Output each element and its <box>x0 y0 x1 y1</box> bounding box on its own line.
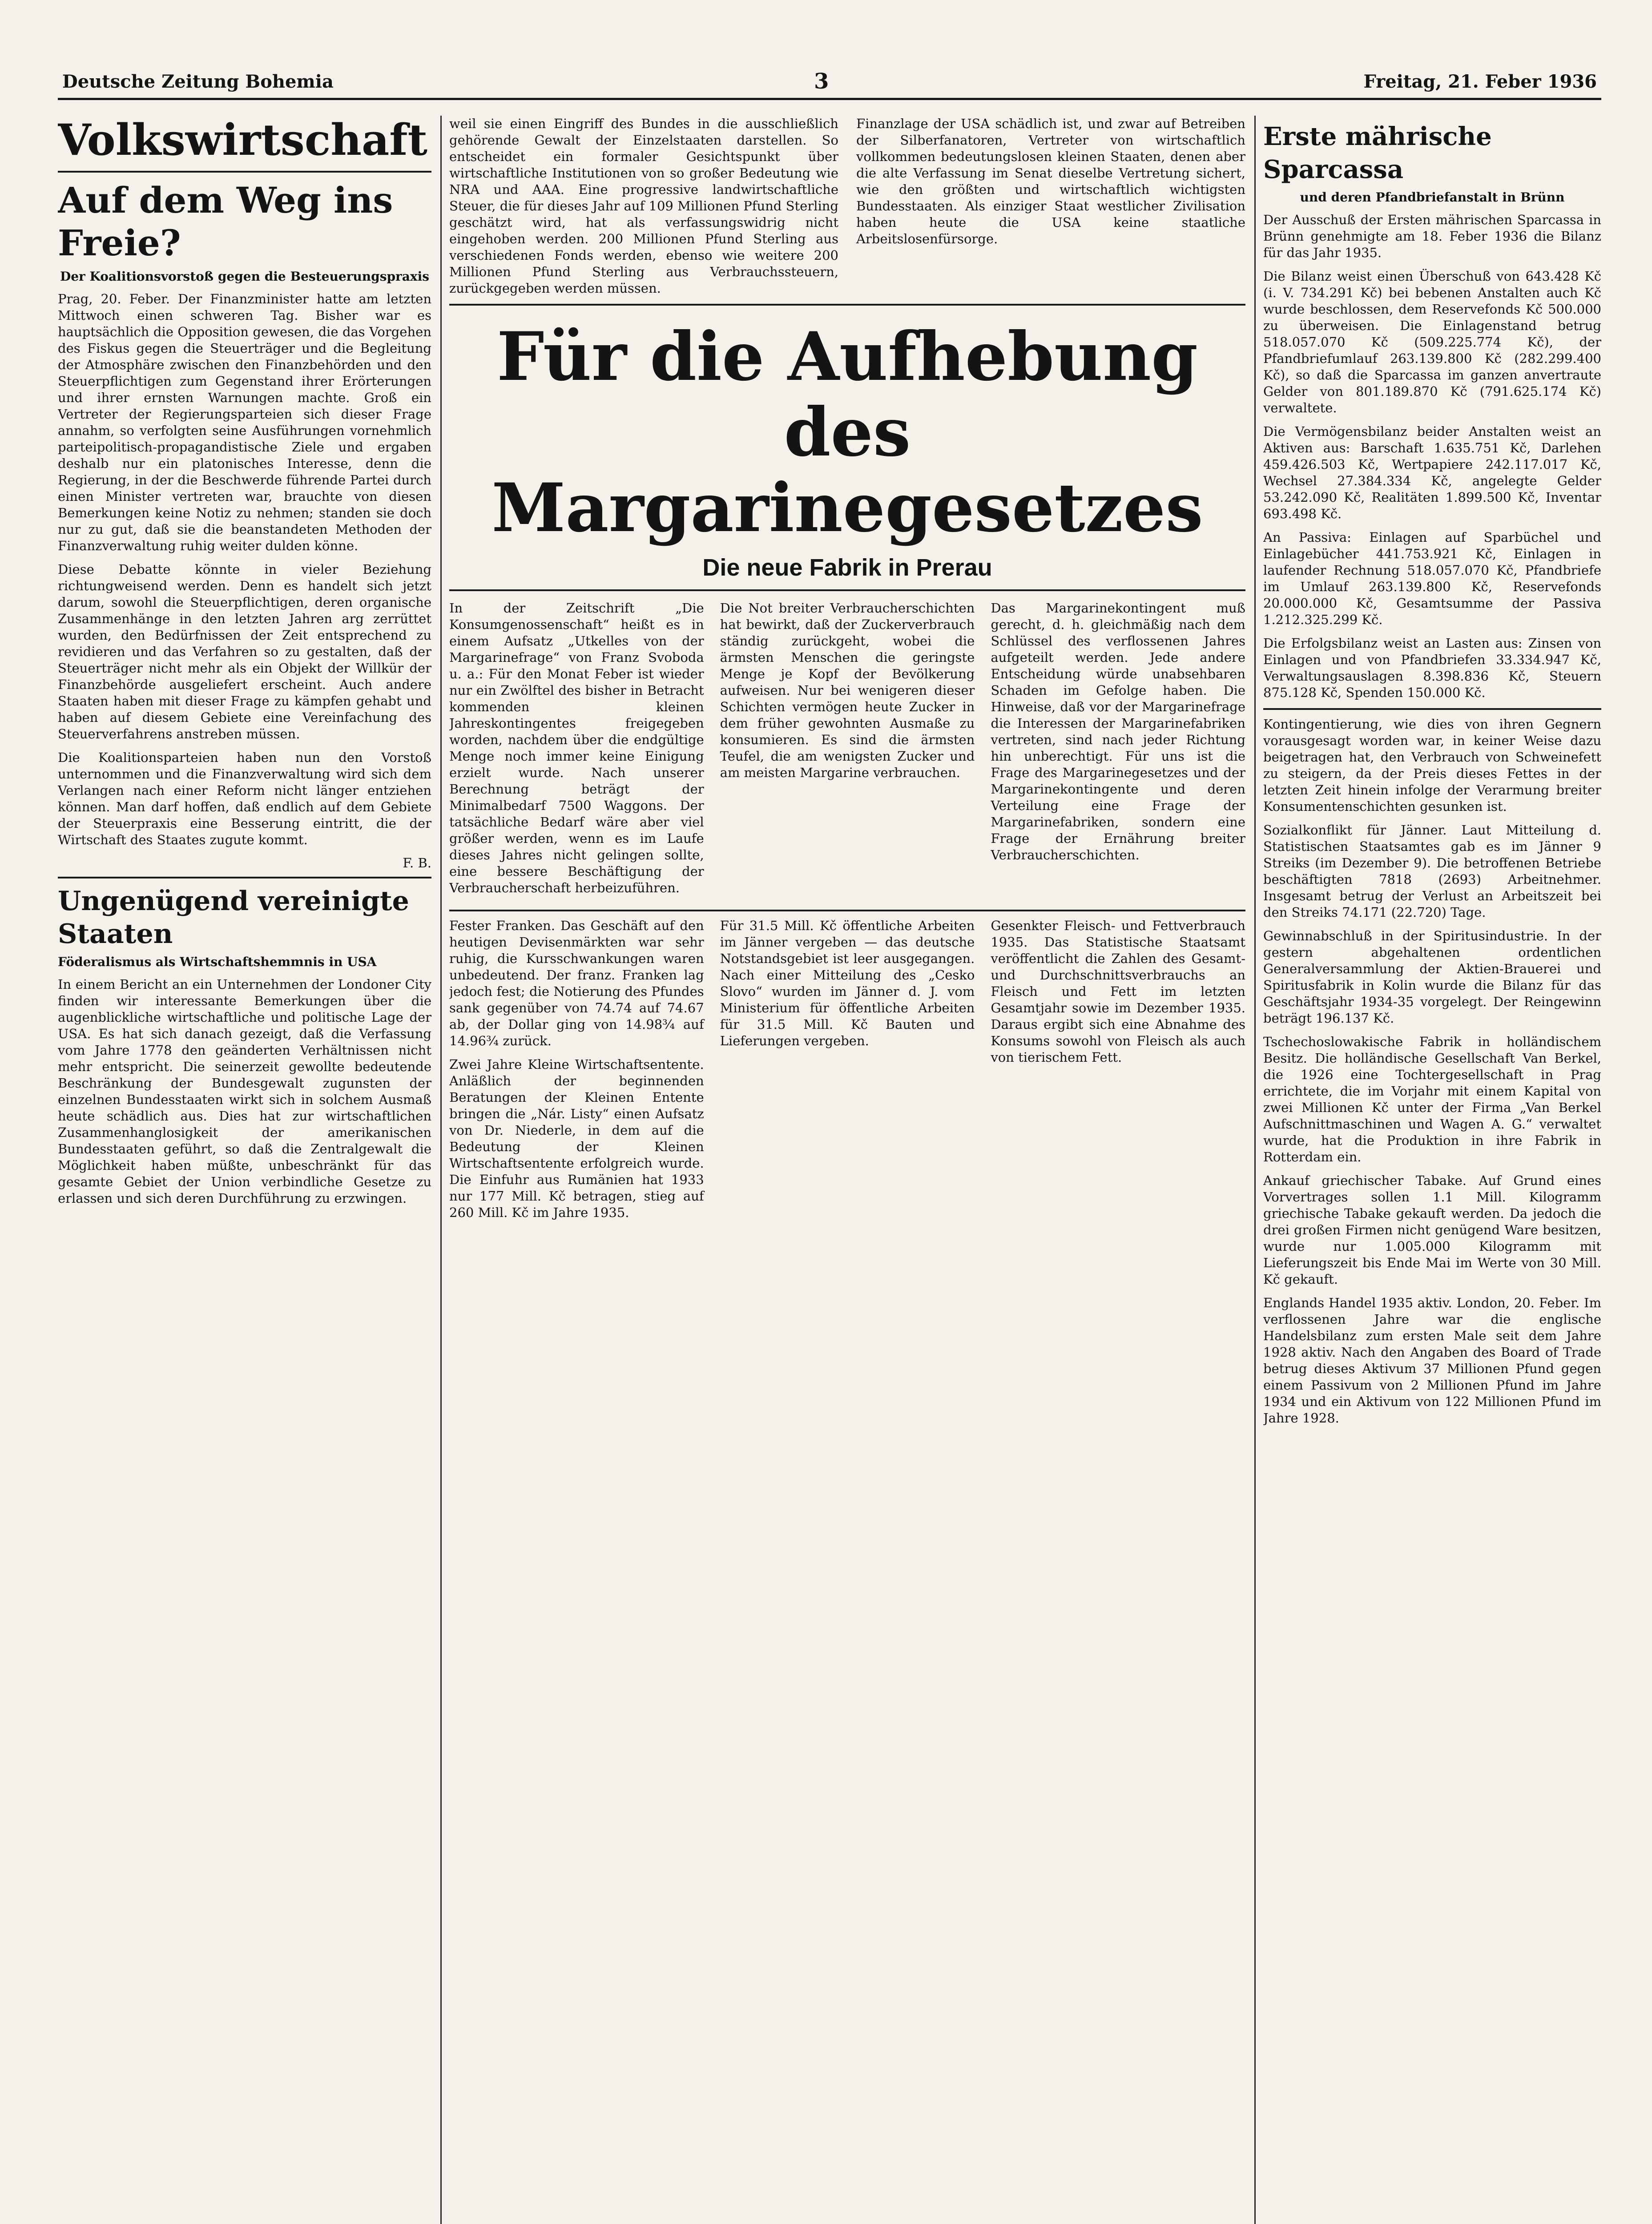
news-item: Gesenkter Fleisch- und Fettverbrauch 1935. Das Statistische Staatsamt veröffentlicht die Zahlen des Gesamt- und Durchschnittsverbrauchs an Fleisch und Fett im letzten Gesamtjahr sowie im Dezember 1935. Daraus ergibt sich eine Abnahme des Konsums sowohl von Fleisch als auch von tierischem Fett. <box>991 918 1245 1065</box>
newspaper-page <box>58 67 1601 2224</box>
news-item: Fester Franken. Das Geschäft auf den heutigen Devisenmärkten war sehr ruhig, die Kursschwankungen waren unbedeutend. Der franz. Franken lag jedoch fest; die Notierung des Pfundes sank gegenüber von 74.74 auf 74.67 ab, der Dollar ging von 14.98¾ auf 14.96¾ zurück. <box>449 918 704 1048</box>
article-paragraph: An Passiva: Einlagen auf Sparbüchel und Einlagebücher 441.753.921 Kč, Einlagen in laufender Rechnung 518.057.070 Kč, Pfandbriefe im Umlauf 263.139.800 Kč, Reservefonds 20.000.000 Kč, Gesamtsumme der Passiva 1.212.325.299 Kč. <box>1263 530 1601 627</box>
article-paragraph: In der Zeitschrift „Die Konsumgenossenschaft“ heißt es in einem Aufsatz „Utkelles von der Margarinefrage“ von Franz Svoboda u. a.: Für den Monat Feber ist wieder nur ein Zwölftel des bisher in Betracht kommenden kleinen Jahreskontingentes freigegeben worden, nachdem über die endgültige Menge noch immer keine Einigung erzielt wurde. Nach unserer Berechnung beträgt der Minimalbedarf 7500 Waggons. Der tatsächliche Bedarf wäre aber viel größer werden, wenn es im Laufe dieses Jahres nicht gelingen sollte, eine bessere Beschäftigung der Verbraucherschaft herbeizuführen. <box>449 600 704 895</box>
short-news <box>449 918 1245 1228</box>
continued-text <box>449 116 1245 304</box>
article-subtitle: Föderalismus als Wirtschaftshemmnis in USA <box>58 955 377 969</box>
divider <box>449 910 1245 911</box>
article-paragraph: In einem Bericht an ein Unternehmen der Londoner City finden wir interessante Bemerkungen über die augenblickliche wirtschaftliche und politische Lage der USA. Es hat sich danach gezeigt, daß die Verfassung vom Jahre 1778 den geänderten Verhältnissen nicht mehr entspricht. Die seinerzeit gewollte bedeutende Beschränkung der Bundesgewalt zugunsten der einzelnen Bundesstaaten wirkt sich in solchem Ausmaß heute schädlich aus. Dies hat zur wirtschaftlichen Zusammenhanglosigkeit der amerikanischen Bundesstaaten geführt, so daß die Zentralgewalt die Möglichkeit haben müßte, unbeschränkt für das gesamte Gebiet der Union verbindliche Gesetze zu erlassen und sich deren Durchführung zu erzwingen. <box>58 977 431 1206</box>
article-title: Auf dem Weg ins Freie? <box>58 179 393 264</box>
news-item: Englands Handel 1935 aktiv. London, 20. Feber. Im verflossenen Jahre war die englische Handelsbilanz zum ersten Male seit dem Jahre 1928 aktiv. Nach den Angaben des Board of Trade betrug dieses Aktivum 37 Millionen Pfund gegen einem Passivum von 2 Millionen Pfund im Jahre 1934 und ein Aktivum von 122 Millionen Pfund im Jahre 1928. <box>1263 1295 1601 1426</box>
headline-box <box>449 304 1245 591</box>
lead-article-body <box>449 600 1245 903</box>
article-paragraph: weil sie einen Eingriff des Bundes in die ausschließlich gehörende Gewalt der Einzelstaaten darstellen. So entscheidet ein formaler Gesichtspunkt über wirtschaftliche Institutionen von so großer Bedeutung wie NRA und AAA. Eine progressive landwirtschaftliche Steuer, die für dieses Jahr auf 109 Millionen Pfund Sterling geschätzt wird, hat als verfassungswidrig nicht eingehoben werden. 200 Millionen Pfund Sterling aus verschiedenen Fonds werden, ebenso wie weitere 200 Millionen Pfund Sterling aus Verbrauchssteuern, zurückgegeben werden müssen. <box>449 116 838 296</box>
article-paragraph: Kontingentierung, wie dies von ihren Gegnern vorausgesagt worden war, in keiner Weise dazu beigetragen hat, den Verbrauch von Schweinefett zu steigern, da der Preis dieses Fettes in der letzten Zeit hinein infolge der Verarmung breiter Konsumentenschichten gesunken ist. <box>1263 717 1601 814</box>
article-paragraph: Finanzlage der USA schädlich ist, und zwar auf Betreiben der Silberfanatoren, Vertreter von wirtschaftlich vollkommen bedeutungslosen kleinen Staaten, denen aber die alte Verfassung im Senat dieselbe Vertretung sichert, wie den größten und wirtschaftlich wichtigsten Bundesstaaten. Als einziger Staat westlicher Zivilisation haben heute die USA keine staatliche Arbeitslosenfürsorge. <box>856 116 1245 246</box>
divider <box>1263 708 1601 710</box>
article-subtitle: Der Koalitionsvorstoß gegen die Besteuerungspraxis <box>60 269 430 284</box>
author-initials: F. B. <box>403 855 431 870</box>
news-item: Gewinnabschluß in der Spiritusindustrie. In der gestern abgehaltenen ordentlichen Generalversammlung der Aktien-Brauerei und Spiritusfabrik in Kolin wurde die Bilanz für das Geschäftsjahr 1934-35 vorgelegt. Der Reingewinn beträgt 196.137 Kč. <box>1263 928 1601 1026</box>
column-center <box>449 116 1245 2224</box>
page-number: 3 <box>814 69 829 94</box>
column-bank-report <box>1263 116 1601 2224</box>
column-rule <box>440 116 442 2224</box>
article-paragraph: Die Bilanz weist einen Überschuß von 643.428 Kč (i. V. 734.291 Kč) bei bebenen Anstalten auch Kč wurde beschlossen, dem Reservefonds Kč 500.000 zu überweisen. Die Einlagenstand betrug 518.057.070 Kč (509.225.774 Kč), der Pfandbriefumlauf 263.139.800 Kč (282.299.400 Kč), so daß die Sparcassa im ganzen anvertraute Gelder von 801.189.870 Kč (791.625.174 Kč) verwaltete. <box>1263 269 1601 415</box>
news-item: Ankauf griechischer Tabake. Auf Grund eines Vorvertrages sollen 1.1 Mill. Kilogramm griechische Tabake gekauft werden. Da jedoch die drei großen Firmen nicht genügend Ware besitzen, wurde nur 1.005.000 Kilogramm mit Lieferungszeit bis Ende Mai im Werte von 30 Mill. Kč gekauft. <box>1263 1173 1601 1287</box>
article-paragraph: Das Margarinekontingent muß gerecht, d. h. gleichmäßig nach dem Schlüssel des verflossenen Jahres aufgeteilt werden. Jede andere Entscheidung würde unabsehbaren Schaden im Gefolge haben. Die Hinweise, daß vor der Margarinefrage die Interessen der Margarinefabriken vertreten, sind nach jeder Richtung hin unberechtigt. Für uns ist die Frage des Margarinegesetzes und der Margarinekontingente und deren Verteilung eine Frage der Margarinefabriken, sondern eine Frage der Ernährung breiter Verbraucherschichten. <box>991 600 1245 862</box>
paper-name: Deutsche Zeitung Bohemia <box>62 71 334 92</box>
article-subtitle: und deren Pfandbriefanstalt in Brünn <box>1300 190 1565 205</box>
article-title: Erste mährische Sparcassa <box>1263 122 1492 184</box>
news-item: Zwei Jahre Kleine Wirtschaftsentente. Anläßlich der beginnenden Beratungen der Kleinen Entente bringen die „Nár. Listy“ einen Aufsatz von Dr. Niederle, in dem auf die Bedeutung der Kleinen Wirtschaftsentente erfolgreich wurde. Die Einfuhr aus Rumänien hat 1933 nur 177 Mill. Kč betragen, stieg auf 260 Mill. Kč im Jahre 1935. <box>449 1057 704 1220</box>
headline-deck: Die neue Fabrik in Prerau <box>702 554 992 581</box>
running-head <box>58 67 1601 100</box>
news-item: Sozialkonflikt für Jänner. Laut Mitteilung d. Statistischen Staatsamtes gab es im Jänner 9 Streiks (im Dezember 9). Die betroffenen Betriebe beschäftigten 7818 (2693) Arbeitnehmer. Insgesamt betrug der Verlust an Arbeitszeit bei den Streiks 74.171 (22.720) Tage. <box>1263 822 1601 920</box>
column-economy <box>58 116 431 2224</box>
article-paragraph: Die Not breiter Verbraucherschichten hat bewirkt, daß der Zuckerverbrauch ständig zurückgeht, wobei die ärmsten Menschen die geringste Menge je Kopf der Bevölkerung aufweisen. Nur bei wenigeren dieser Schichten vermögen heute Zucker in dem früher gewohnten Ausmaße zu konsumieren. Es sind die ärmsten Teufel, die am wenigsten Zucker und am meisten Margarine verbrauchen. <box>720 600 975 780</box>
issue-date: Freitag, 21. Feber 1936 <box>1363 71 1597 92</box>
news-item: Tschechoslowakische Fabrik in holländischem Besitz. Die holländische Gesellschaft Van Berkel, die 1926 eine Tochtergesellschaft in Prag errichtete, die im Vorjahr mit einem Kapital von zwei Millionen Kč unter der Firma „Van Berkel Aufschnittmaschinen und Wagen A. G.“ verwaltet wurde, hat die Produktion in ihre Fabrik in Rotterdam ein. <box>1263 1034 1601 1164</box>
main-headline: Für die Aufhebung des Margarinegesetzes <box>492 318 1203 547</box>
article-paragraph: Diese Debatte könnte in vieler Beziehung richtungweisend werden. Denn es handelt sich jetzt darum, sowohl die Steuerpflichtigen, deren organische Zusammenhänge in den letzten Jahren arg zerrüttet wurden, den Bedürfnissen der Zeit entsprechend zu revidieren und das Verfahren so zu gestalten, daß der Steuerträger nicht mehr als ein Objekt der Willkür der Finanzbehörde ausgeliefert erscheint. Auch andere Staaten haben mit dieser Frage zu kämpfen gehabt und haben auf diesem Gebiete eine Vereinfachung des Steuerverfahrens anstreben müssen. <box>58 562 431 741</box>
column-rule <box>1254 116 1256 2224</box>
article-paragraph: Prag, 20. Feber. Der Finanzminister hatte am letzten Mittwoch einen schweren Tag. Bisher war es hauptsächlich die Opposition gewesen, die das Vorgehen des Fiskus gegen die Steuerträger und die Begleitung der Atmosphäre zwischen den Finanzbehörden und den Steuerpflichtigen zum Gegenstand ihrer Erörterungen und ihrer ernsten Warnungen machte. Groß ein Vertreter der Regierungsparteien sich dieser Frage annahm, so verfolgten seine Ausführungen vornehmlich parteipolitisch-propagandistische Ziele und ergaben deshalb nur ein platonisches Interesse, denn die Regierung, in der die Beschwerde führende Partei durch einen Minister vertreten war, brauchte von diesen Bemerkungen keine Notiz zu nehmen; standen sie doch nur zu gut, daß sie die beanstandeten Methoden der Finanzverwaltung ruhig weiter dulden könne. <box>58 291 431 553</box>
article-paragraph: Die Vermögensbilanz beider Anstalten weist an Aktiven aus: Barschaft 1.635.751 Kč, Darlehen 459.426.503 Kč, Wertpapiere 242.117.017 Kč, Wechsel 27.384.334 Kč, angelegte Gelder 53.242.090 Kč, Realitäten 1.899.500 Kč, Inventar 693.498 Kč. <box>1263 424 1601 521</box>
article-title: Ungenügend vereinigte Staaten <box>58 886 409 950</box>
divider <box>58 877 431 878</box>
news-item: Für 31.5 Mill. Kč öffentliche Arbeiten im Jänner vergeben — das deutsche Notstandsgebiet ist leer ausgegangen. Nach einer Mitteilung des „Cesko Slovo“ wurden im Jänner d. J. vom Ministerium für öffentliche Arbeiten für 31.5 Mill. Kč Bauten und Lieferungen vergeben. <box>720 918 975 1048</box>
article-paragraph: Der Ausschuß der Ersten mährischen Sparcassa in Brünn genehmigte am 18. Feber 1936 die Bilanz für das Jahr 1935. <box>1263 212 1601 260</box>
article-paragraph: Die Koalitionsparteien haben nun den Vorstoß unternommen und die Finanzverwaltung wird sich dem Verlangen nach einer Reform nicht länger entziehen können. Man darf hoffen, daß endlich auf dem Gebiete der Steuerpraxis eine Besserung eintritt, die der Wirtschaft des Staates zugute kommt. <box>58 750 431 847</box>
section-title: Volkswirtschaft <box>58 116 427 165</box>
article-paragraph: Die Erfolgsbilanz weist an Lasten aus: Zinsen von Einlagen und von Pfandbriefen 33.334.947 Kč, Verwaltungsauslagen 8.398.836 Kč, Steuern 875.128 Kč, Spenden 150.000 Kč. <box>1263 636 1601 700</box>
divider <box>58 171 431 173</box>
